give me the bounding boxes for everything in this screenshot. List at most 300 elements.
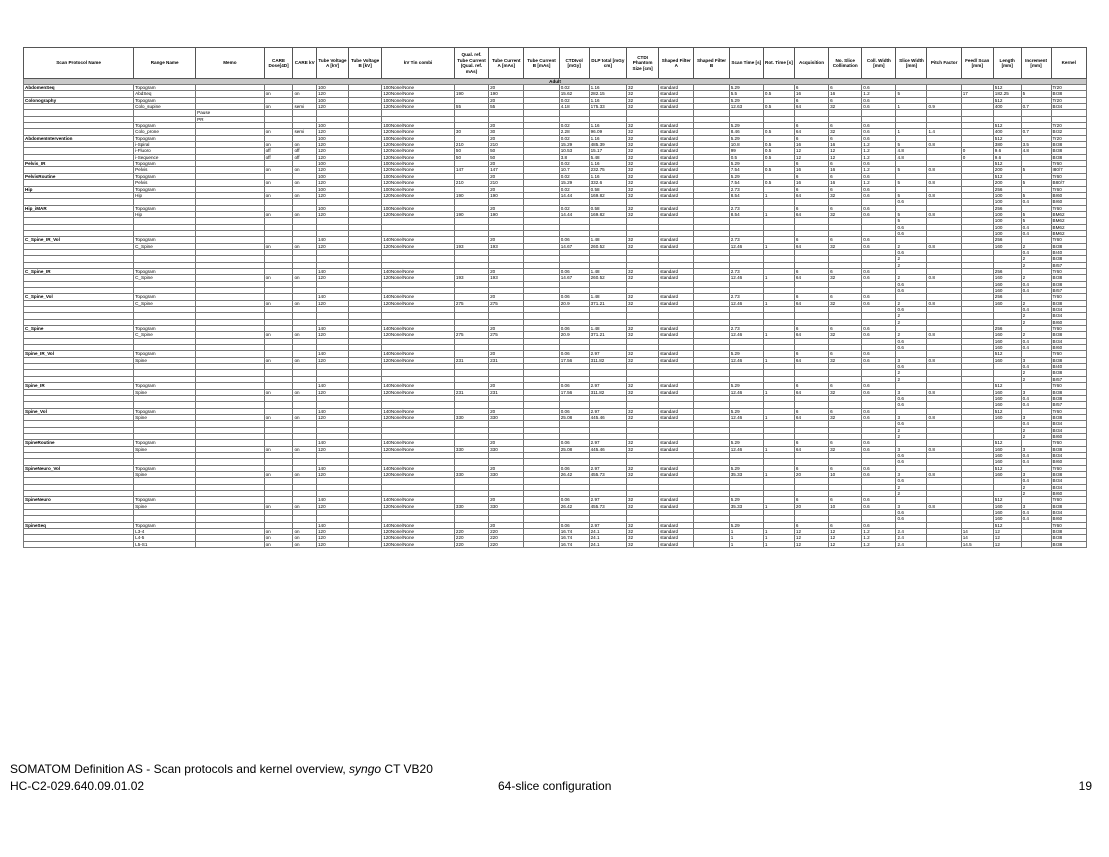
table-cell: Spine [134, 389, 196, 395]
table-cell: 0.4 [1021, 421, 1051, 427]
table-cell: 0.6 [896, 395, 927, 401]
table-cell: Br38 [1051, 503, 1086, 509]
table-cell: 0.6 [862, 408, 896, 414]
table-cell: standard [659, 205, 694, 211]
table-cell: Topogram [134, 237, 196, 243]
table-cell: Tr20 [1051, 97, 1086, 103]
table-cell: 0.6 [896, 230, 927, 236]
table-cell: 0.02 [559, 85, 589, 91]
table-cell: Br38 [1051, 529, 1086, 535]
table-cell: Colo_supine [134, 104, 196, 110]
table-cell: 160 [993, 395, 1021, 401]
table-cell: 2.4 [896, 541, 927, 547]
table-cell: 20 [489, 408, 524, 414]
table-cell: standard [659, 440, 694, 446]
table-cell: Br38 [1051, 471, 1086, 477]
table-cell: 1.2 [862, 535, 896, 541]
table-cell: 193 [454, 275, 488, 281]
table-cell: 0.4 [1021, 307, 1051, 313]
table-cell: 6 [829, 408, 862, 414]
table-cell: 140 [316, 383, 348, 389]
table-cell: 20.9 [559, 332, 589, 338]
table-cell: 32 [627, 161, 659, 167]
table-cell: standard [659, 192, 694, 198]
table-cell: 2.97 [589, 497, 626, 503]
table-cell: 2 [896, 491, 927, 497]
table-cell: 160 [993, 275, 1021, 281]
table-cell: 0 [961, 148, 993, 154]
table-cell: 0.58 [589, 186, 626, 192]
table-cell: Br38 [1051, 243, 1086, 249]
table-cell: 32 [829, 300, 862, 306]
table-cell: on [264, 129, 293, 135]
table-cell: 5.29 [729, 173, 763, 179]
table-cell: 1 [763, 300, 794, 306]
table-cell: 32 [627, 326, 659, 332]
table-cell: 330 [489, 414, 524, 420]
table-cell: 160 [993, 503, 1021, 509]
table-cell: C_Spine [134, 243, 196, 249]
table-cell: 5.29 [729, 408, 763, 414]
table-cell: standard [659, 243, 694, 249]
table-cell: 14.44 [559, 211, 589, 217]
table-cell: 0.5 [729, 154, 763, 160]
table-cell: 17 [961, 91, 993, 97]
table-cell: 32 [627, 535, 659, 541]
table-cell: 14.5 [961, 541, 993, 547]
table-cell: 5 [896, 211, 927, 217]
table-cell: BM62 [1051, 211, 1086, 217]
table-cell: Topogram [134, 186, 196, 192]
table-cell: 20 [489, 237, 524, 243]
table-cell: 64 [794, 129, 828, 135]
table-cell: 64 [794, 211, 828, 217]
table-cell: 0.8 [927, 503, 961, 509]
table-cell: 2.73 [729, 268, 763, 274]
table-cell: on [264, 180, 293, 186]
table-cell: 256 [993, 186, 1021, 192]
table-cell: 10.53 [559, 148, 589, 154]
table-cell: 0.4 [1021, 459, 1051, 465]
table-cell: 220 [489, 541, 524, 547]
table-cell: 2 [896, 243, 927, 249]
table-cell: Br38 [1051, 535, 1086, 541]
table-cell: 0.6 [896, 510, 927, 516]
table-cell: Topogram [134, 351, 196, 357]
table-cell: Br34 [1051, 338, 1086, 344]
table-cell: Tr60 [1051, 383, 1086, 389]
table-cell: 1.2 [862, 91, 896, 97]
table-cell: standard [659, 389, 694, 395]
table-cell: 32 [627, 389, 659, 395]
table-cell: 1.48 [589, 237, 626, 243]
table-cell: 120 [316, 471, 348, 477]
table-cell: 120 [316, 104, 348, 110]
table-cell: 140 [316, 408, 348, 414]
table-cell: 120None/None [382, 446, 455, 452]
table-cell: 256 [993, 205, 1021, 211]
table-cell: 20.9 [559, 300, 589, 306]
table-cell: Br38 [1051, 91, 1086, 97]
table-cell: 10 [829, 471, 862, 477]
table-cell: 120 [316, 243, 348, 249]
table-cell: 20 [489, 440, 524, 446]
table-cell: 2 [1021, 256, 1051, 262]
table-cell: 512 [993, 135, 1021, 141]
table-cell: 0.06 [559, 294, 589, 300]
table-cell: on [293, 243, 317, 249]
table-cell: Spine_Vol [24, 408, 134, 414]
table-cell: 12.46 [729, 275, 763, 281]
table-cell: 6 [829, 205, 862, 211]
table-cell: 220 [454, 535, 488, 541]
table-cell: Hip [134, 211, 196, 217]
table-cell: 0.6 [896, 249, 927, 255]
table-cell: Spine [134, 414, 196, 420]
table-cell: Topogram [134, 135, 196, 141]
table-cell: 0.4 [1021, 199, 1051, 205]
table-cell: 400 [993, 129, 1021, 135]
table-cell: 220 [489, 529, 524, 535]
table-cell: standard [659, 142, 694, 148]
table-cell: 0.8 [927, 300, 961, 306]
table-cell: 32 [829, 211, 862, 217]
table-cell: 2 [896, 300, 927, 306]
table-cell: 20 [794, 503, 828, 509]
table-cell: 140None/None [382, 465, 455, 471]
table-cell: 32 [627, 446, 659, 452]
table-cell: 1.2 [862, 529, 896, 535]
table-cell: 100None/None [382, 85, 455, 91]
table-cell: 140 [316, 440, 348, 446]
table-cell: 0.6 [896, 281, 927, 287]
table-cell: 1 [763, 446, 794, 452]
table-cell: standard [659, 154, 694, 160]
table-cell: 0.06 [559, 351, 589, 357]
table-cell: SpineNeuro_Vol [24, 465, 134, 471]
table-cell: 311.82 [589, 357, 626, 363]
table-cell: 1 [763, 357, 794, 363]
table-cell: 32 [829, 275, 862, 281]
table-cell: Topogram [134, 497, 196, 503]
column-header: CARE Dose[4D] [264, 48, 293, 79]
table-cell: 64 [794, 357, 828, 363]
table-cell: 20 [489, 173, 524, 179]
page-number: 19 [1078, 779, 1092, 793]
table-cell: 0.7 [1021, 129, 1051, 135]
table-cell: 120 [316, 332, 348, 338]
table-cell: 169.82 [589, 211, 626, 217]
table-cell: 0.6 [862, 389, 896, 395]
table-cell: 24.1 [589, 541, 626, 547]
table-cell: Tr20 [1051, 85, 1086, 91]
table-cell: 4.18 [559, 104, 589, 110]
table-cell: Topogram [134, 161, 196, 167]
table-cell: on [264, 414, 293, 420]
table-cell: i-Sequence [134, 154, 196, 160]
table-cell: standard [659, 465, 694, 471]
table-cell: 0.02 [559, 135, 589, 141]
table-cell: 6 [794, 522, 828, 528]
table-cell: on [293, 192, 317, 198]
table-cell: 1 [763, 535, 794, 541]
table-cell: 0.06 [559, 268, 589, 274]
table-cell: 32 [627, 243, 659, 249]
table-cell: 30 [454, 129, 488, 135]
table-cell: 50 [454, 148, 488, 154]
column-header: Scan Time [s] [729, 48, 763, 79]
table-cell: 32 [627, 104, 659, 110]
table-cell: 120 [316, 529, 348, 535]
table-cell: 12 [993, 541, 1021, 547]
table-cell: 0.6 [862, 414, 896, 420]
table-cell: 6 [829, 161, 862, 167]
table-cell: 120None/None [382, 154, 455, 160]
table-cell: 0.5 [763, 104, 794, 110]
table-cell: on [293, 142, 317, 148]
table-cell: 455.73 [589, 471, 626, 477]
table-cell: 190 [489, 91, 524, 97]
table-cell: 140 [316, 351, 348, 357]
table-cell: standard [659, 275, 694, 281]
table-cell: 32 [829, 389, 862, 395]
table-cell: 0.06 [559, 522, 589, 528]
table-cell: standard [659, 237, 694, 243]
table-cell: 2 [1021, 313, 1051, 319]
table-cell: 231 [454, 357, 488, 363]
table-cell: 0.06 [559, 465, 589, 471]
table-cell: 12 [794, 148, 828, 154]
table-cell: on [264, 243, 293, 249]
table-cell: 15.29 [559, 142, 589, 148]
table-cell: 4.8 [896, 154, 927, 160]
table-cell: 160 [993, 446, 1021, 452]
table-cell: 25.08 [559, 446, 589, 452]
table-cell: 100None/None [382, 205, 455, 211]
table-cell: C_Spine [24, 326, 134, 332]
table-cell: 120None/None [382, 357, 455, 363]
table-cell: 1.2 [862, 142, 896, 148]
table-cell: 140None/None [382, 440, 455, 446]
table-cell: Br34 [1051, 307, 1086, 313]
table-cell: 5.29 [729, 440, 763, 446]
table-cell: 2 [1021, 243, 1051, 249]
table-cell: 32 [627, 294, 659, 300]
table-cell: Br57 [1051, 288, 1086, 294]
table-cell: 1 [763, 529, 794, 535]
table-cell: Topogram [134, 465, 196, 471]
table-cell: Br38 [1051, 370, 1086, 376]
table-cell: 190 [489, 192, 524, 198]
table-cell: 485.39 [589, 142, 626, 148]
table-cell: 1.2 [862, 154, 896, 160]
table-cell: 120 [316, 180, 348, 186]
table-cell: C_Spine [134, 275, 196, 281]
table-cell: Tr60 [1051, 408, 1086, 414]
table-cell: 140None/None [382, 326, 455, 332]
table-cell: 0.4 [1021, 402, 1051, 408]
table-cell: 16 [794, 91, 828, 97]
table-cell: 16 [794, 167, 828, 173]
table-cell: 120 [316, 129, 348, 135]
table-cell: 0 [961, 154, 993, 160]
table-cell: 32 [829, 104, 862, 110]
table-cell: Pelvis [134, 167, 196, 173]
table-cell: 8.54 [729, 192, 763, 198]
table-cell: 12 [829, 154, 862, 160]
table-cell: Tr60 [1051, 268, 1086, 274]
table-cell: Tr60 [1051, 326, 1086, 332]
table-cell: 160 [993, 300, 1021, 306]
table-cell: 5 [896, 91, 927, 97]
table-cell: off [264, 148, 293, 154]
column-header: Length [mm] [993, 48, 1021, 79]
table-cell: 120None/None [382, 91, 455, 97]
table-cell: 32 [829, 192, 862, 198]
table-cell: 5.29 [729, 123, 763, 129]
table-cell: 330 [489, 503, 524, 509]
column-header: Tube Voltage A [kV] [316, 48, 348, 79]
table-cell: standard [659, 91, 694, 97]
table-cell: 0.6 [862, 85, 896, 91]
table-cell: on [264, 541, 293, 547]
table-cell: Tr60 [1051, 237, 1086, 243]
table-cell: 2 [896, 370, 927, 376]
table-cell: 0.6 [896, 516, 927, 522]
table-cell: i-Spiral [134, 142, 196, 148]
column-header: CTDIvol [mGy] [559, 48, 589, 79]
table-cell: on [264, 211, 293, 217]
table-cell: 330 [489, 446, 524, 452]
table-cell: 0.6 [896, 459, 927, 465]
table-cell: 6 [829, 383, 862, 389]
table-cell: 120 [316, 148, 348, 154]
table-cell: 30 [489, 129, 524, 135]
table-cell: 100 [993, 211, 1021, 217]
table-cell: 32 [627, 414, 659, 420]
table-cell: standard [659, 294, 694, 300]
table-cell: 256 [993, 294, 1021, 300]
table-cell: 20 [489, 205, 524, 211]
table-cell: 371.21 [589, 332, 626, 338]
table-cell [1021, 541, 1051, 547]
table-cell: 7.54 [729, 180, 763, 186]
table-cell: 0.6 [896, 402, 927, 408]
table-cell: 5.29 [729, 97, 763, 103]
table-cell: 0.8 [927, 389, 961, 395]
table-cell: 0.8 [927, 211, 961, 217]
table-cell: Topogram [134, 173, 196, 179]
table-cell: 5 [1021, 91, 1051, 97]
table-cell: 20 [489, 294, 524, 300]
table-cell: on [264, 471, 293, 477]
table-cell: 220 [489, 535, 524, 541]
table-cell: PelvisRoutine [24, 173, 134, 179]
table-cell: on [293, 503, 317, 509]
table-cell: Br38 [1051, 414, 1086, 420]
table-cell: 330 [454, 503, 488, 509]
table-cell: Br60 [1051, 345, 1086, 351]
table-cell: 5.29 [729, 135, 763, 141]
table-cell: Br38 [1051, 154, 1086, 160]
table-cell: Br34 [1051, 313, 1086, 319]
table-cell: 6 [794, 85, 828, 91]
table-cell: 0.8 [927, 167, 961, 173]
table-cell: 32 [627, 529, 659, 535]
table-cell: 2 [896, 433, 927, 439]
table-cell: 0.6 [862, 237, 896, 243]
table-cell: 14 [961, 529, 993, 535]
table-cell: Topogram [134, 326, 196, 332]
table-cell: Pelvis [134, 180, 196, 186]
table-cell: 140None/None [382, 294, 455, 300]
table-cell: Br32 [1051, 129, 1086, 135]
table-cell: 2.28 [559, 129, 589, 135]
table-cell: standard [659, 186, 694, 192]
table-cell: 2 [896, 376, 927, 382]
table-cell: 32 [627, 471, 659, 477]
table-cell: 5 [896, 142, 927, 148]
table-cell: 99 [729, 148, 763, 154]
table-cell: 0.6 [862, 503, 896, 509]
table-cell: off [293, 148, 317, 154]
table-cell: 160 [993, 510, 1021, 516]
table-cell: BM62 [1051, 224, 1086, 230]
table-cell: 5.48 [589, 154, 626, 160]
table-cell: 6 [829, 440, 862, 446]
table-cell: 1 [729, 541, 763, 547]
table-cell: 20 [489, 497, 524, 503]
table-cell: C_Spine_IR [24, 268, 134, 274]
table-cell: 5 [896, 167, 927, 173]
table-cell: 1 [763, 471, 794, 477]
table-cell: Br34 [1051, 510, 1086, 516]
table-cell: 0.4 [1021, 230, 1051, 236]
table-cell: 0.5 [763, 91, 794, 97]
table-cell: Topogram [134, 440, 196, 446]
table-cell: 120 [316, 211, 348, 217]
table-cell: 5.29 [729, 383, 763, 389]
table-cell: 0.4 [1021, 516, 1051, 522]
table-cell: 231 [489, 357, 524, 363]
table-cell: 12.46 [729, 446, 763, 452]
table-cell: 0.6 [862, 104, 896, 110]
table-cell: 10.8 [729, 142, 763, 148]
column-header: Acquisition [794, 48, 828, 79]
table-cell: on [264, 192, 293, 198]
table-cell: 6 [794, 161, 828, 167]
table-cell: 50 [489, 154, 524, 160]
table-cell: 12 [794, 535, 828, 541]
table-cell: 231 [454, 389, 488, 395]
table-cell: 0.6 [896, 224, 927, 230]
column-header: kV Tin combi [382, 48, 455, 79]
table-cell: on [264, 357, 293, 363]
table-cell: 26.42 [559, 471, 589, 477]
table-cell: 0.9 [927, 104, 961, 110]
table-cell: 32 [627, 186, 659, 192]
table-cell: 160 [993, 243, 1021, 249]
table-cell: 0.6 [862, 275, 896, 281]
table-cell: 0.5 [763, 148, 794, 154]
table-cell: 210 [454, 180, 488, 186]
table-cell: 260.52 [589, 243, 626, 249]
table-cell: on [264, 389, 293, 395]
table-cell: 12.46 [729, 389, 763, 395]
table-cell: 32 [627, 167, 659, 173]
table-cell: 2 [1021, 376, 1051, 382]
table-cell [927, 541, 961, 547]
